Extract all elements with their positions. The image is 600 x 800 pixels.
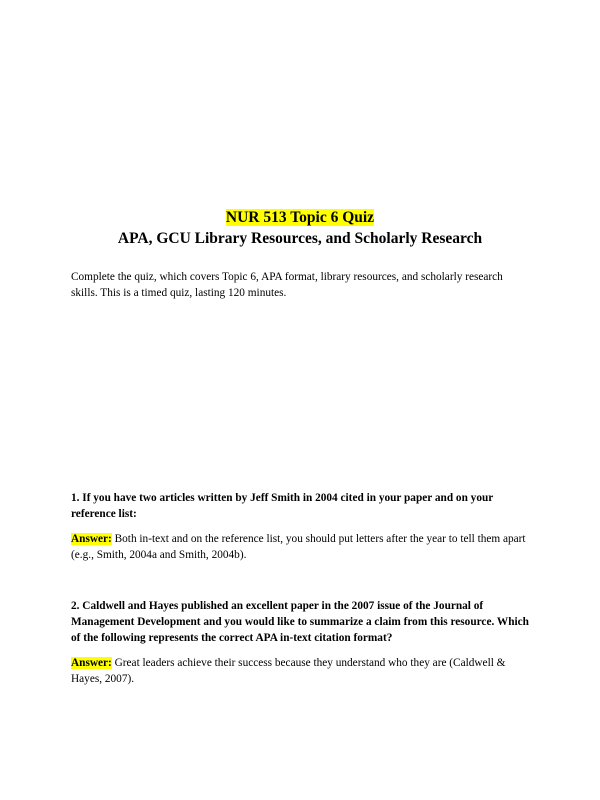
question-text: 2. Caldwell and Hayes published an excellent paper in the 2007 issue of the Journal of Management Development and you would like to summarize a claim from this resource. Which of the following represents the correct APA in-text citation format? bbox=[71, 600, 529, 644]
answer-text bbox=[71, 531, 531, 563]
title-block bbox=[0, 208, 600, 249]
answer-body: Great leaders achieve their success because they understand who they are (Caldwell & Hayes, 2007). bbox=[71, 657, 506, 685]
document-subtitle: APA, GCU Library Resources, and Scholarly Research bbox=[117, 230, 483, 247]
question-block bbox=[71, 598, 531, 687]
title-highlight: NUR 513 Topic 6 Quiz bbox=[225, 209, 375, 226]
answer-text bbox=[71, 655, 531, 687]
answer-label: Answer: bbox=[71, 657, 112, 669]
document-title bbox=[0, 208, 600, 228]
answer-label: Answer: bbox=[71, 533, 112, 545]
question-block bbox=[71, 490, 531, 563]
answer-body: Both in-text and on the reference list, you should put letters after the year to tell them apart (e.g., Smith, 2004a and Smith, 2004b). bbox=[71, 533, 526, 561]
question-text: 1. If you have two articles written by Jeff Smith in 2004 cited in your paper and on your reference list: bbox=[71, 492, 494, 520]
intro-paragraph: Complete the quiz, which covers Topic 6, APA format, library resources, and scholarly research skills. This is a timed quiz, lasting 120 minutes. bbox=[71, 271, 503, 299]
